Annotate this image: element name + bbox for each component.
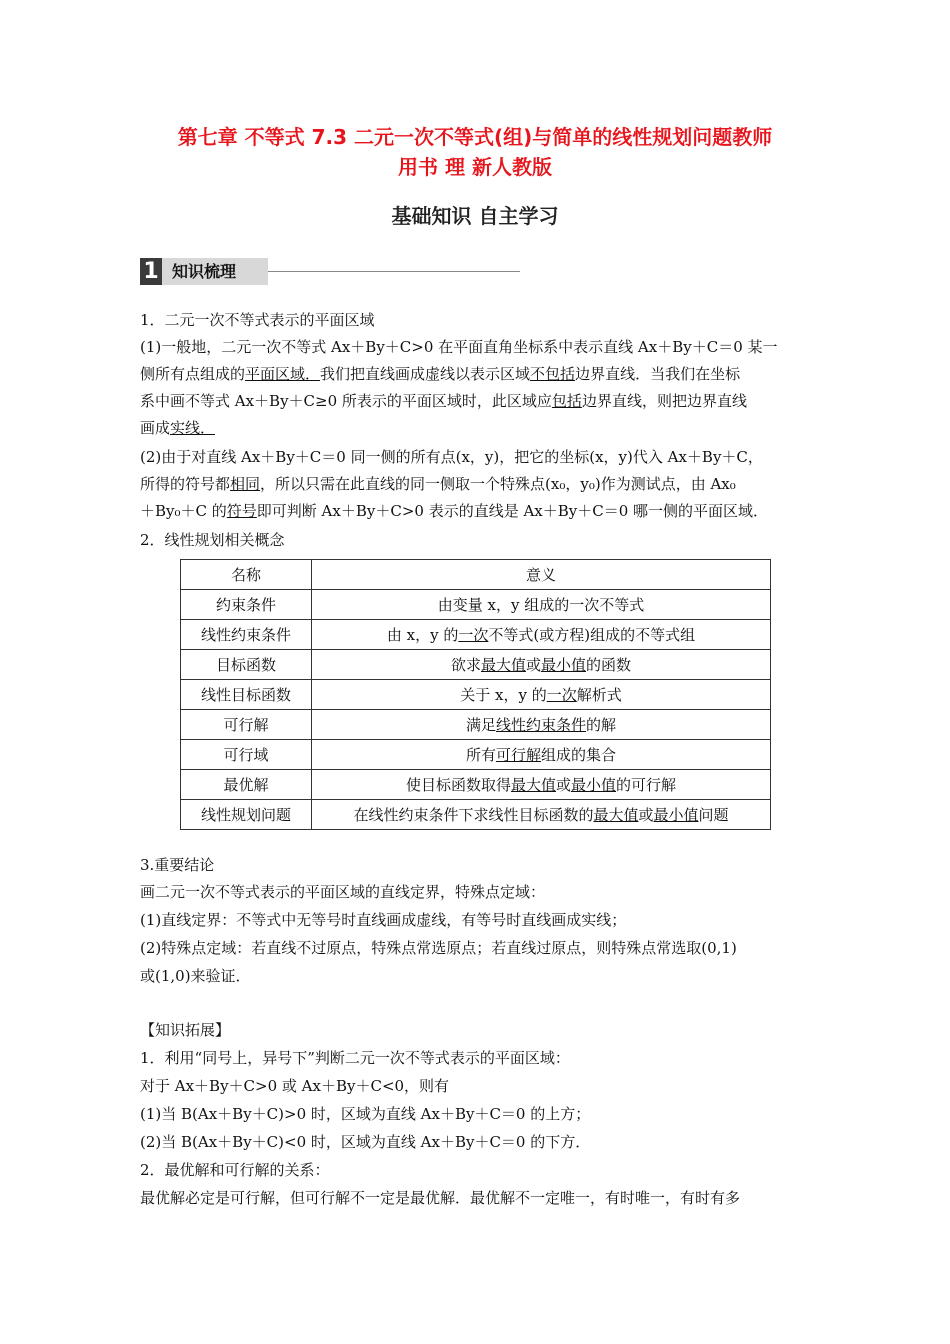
table-cell-name: 线性目标函数 bbox=[181, 680, 312, 710]
text-span: 画成 bbox=[140, 419, 171, 437]
table-cell-name: 线性约束条件 bbox=[181, 620, 312, 650]
part1-p1-line4 bbox=[140, 418, 820, 438]
text-span: 由 x，y 的 bbox=[386, 626, 459, 644]
part1-p1-line3 bbox=[140, 391, 820, 411]
document-title-line1: 第七章 不等式 7.3 二元一次不等式(组)与简单的线性规划问题教师 bbox=[177, 125, 773, 149]
table-row bbox=[181, 710, 771, 740]
part1-p2-line3 bbox=[140, 501, 820, 521]
text-span: 的解 bbox=[586, 716, 617, 734]
table-header-name: 名称 bbox=[181, 560, 312, 590]
table-row bbox=[181, 740, 771, 770]
underlined-answer: 线性约束条件 bbox=[495, 716, 586, 734]
text-span: 侧所有点组成的 bbox=[140, 365, 246, 383]
part1-p1-line2 bbox=[140, 364, 820, 384]
part3-line: (1)直线定界：不等式中无等号时直线画成虚线，有等号时直线画成实线； bbox=[140, 911, 627, 929]
table-cell-meaning bbox=[312, 740, 771, 770]
extension-heading: 【知识拓展】 bbox=[140, 1021, 231, 1039]
table-row bbox=[181, 770, 771, 800]
text-span: ，所以只需在此直线的同一侧取一个特殊点(x₀，y₀)作为测试点，由 Ax₀ bbox=[260, 475, 736, 493]
table-header-row bbox=[181, 560, 771, 590]
underlined-answer: 实线． bbox=[170, 419, 216, 437]
table-cell-meaning bbox=[312, 620, 771, 650]
underlined-answer: 不包括 bbox=[530, 365, 576, 383]
text-span: 不等式(或方程)组成的不等式组 bbox=[488, 626, 696, 644]
text-span: 关于 x，y 的 bbox=[460, 686, 547, 704]
table-cell-meaning bbox=[312, 710, 771, 740]
section-subtitle: 基础知识 自主学习 bbox=[391, 204, 559, 228]
extension-line: 最优解必定是可行解，但可行解不一定是最优解．最优解不一定唯一，有时唯一，有时有多 bbox=[140, 1189, 741, 1207]
underlined-answer: 包括 bbox=[551, 392, 582, 410]
section-rule bbox=[268, 271, 520, 272]
table-cell-meaning bbox=[312, 650, 771, 680]
part1-heading: 1．二元一次不等式表示的平面区域 bbox=[140, 311, 375, 329]
text-span: 或 bbox=[525, 656, 541, 674]
table-cell-meaning bbox=[312, 590, 771, 620]
underlined-answer: 可行解 bbox=[495, 746, 541, 764]
text-span: 或 bbox=[555, 776, 571, 794]
document-title-line2: 用书 理 新人教版 bbox=[398, 155, 552, 179]
underlined-answer: 符号 bbox=[226, 502, 257, 520]
section-label: 知识梳理 bbox=[172, 262, 237, 281]
text-span: 所得的符号都 bbox=[140, 475, 231, 493]
section-header bbox=[140, 258, 520, 285]
extension-line: (2)当 B(Ax＋By＋C)<0 时，区域为直线 Ax＋By＋C＝0 的下方． bbox=[140, 1133, 591, 1151]
underlined-answer: 最小值 bbox=[571, 776, 617, 794]
table-row bbox=[181, 800, 771, 830]
text-span: 由变量 x，y 组成的一次不等式 bbox=[437, 596, 645, 614]
extension-line: (1)当 B(Ax＋By＋C)>0 时，区域为直线 Ax＋By＋C＝0 的上方； bbox=[140, 1105, 591, 1123]
table-cell-meaning bbox=[312, 770, 771, 800]
extension-line: 对于 Ax＋By＋C>0 或 Ax＋By＋C<0，则有 bbox=[140, 1077, 450, 1095]
text-span: 所有 bbox=[465, 746, 496, 764]
part2-heading: 2．线性规划相关概念 bbox=[140, 531, 285, 549]
table-cell-name: 线性规划问题 bbox=[181, 800, 312, 830]
part1-p1-line1: (1)一般地，二元一次不等式 Ax＋By＋C>0 在平面直角坐标系中表示直线 Ax＋By＋C＝0 某一 bbox=[140, 338, 778, 356]
underlined-answer: 一次 bbox=[546, 686, 577, 704]
text-span: 在线性约束条件下求线性目标函数的 bbox=[353, 806, 594, 824]
text-span: 欲求 bbox=[450, 656, 481, 674]
text-span: 系中画不等式 Ax＋By＋C≥0 所表示的平面区域时，此区域应 bbox=[140, 392, 552, 410]
text-span: 边界直线，则把边界直线 bbox=[581, 392, 747, 410]
underlined-answer: 相同 bbox=[230, 475, 261, 493]
table-cell-name: 约束条件 bbox=[181, 590, 312, 620]
table-row bbox=[181, 590, 771, 620]
table-cell-name: 可行域 bbox=[181, 740, 312, 770]
underlined-answer: 最小值 bbox=[541, 656, 587, 674]
underlined-answer: 最大值 bbox=[510, 776, 556, 794]
table-row bbox=[181, 620, 771, 650]
concepts-table bbox=[180, 559, 771, 830]
text-span: ＋By₀＋C 的 bbox=[140, 502, 227, 520]
part1-p2-line1: (2)由于对直线 Ax＋By＋C＝0 同一侧的所有点(x，y)，把它的坐标(x，y)代入 Ax＋By＋C， bbox=[140, 448, 763, 466]
table-header-meaning: 意义 bbox=[312, 560, 771, 590]
part3-line: 或(1,0)来验证． bbox=[140, 967, 251, 985]
underlined-answer: 最大值 bbox=[480, 656, 526, 674]
text-span: 解析式 bbox=[576, 686, 622, 704]
table-cell-name: 目标函数 bbox=[181, 650, 312, 680]
text-span: 组成的集合 bbox=[541, 746, 617, 764]
table-cell-meaning bbox=[312, 800, 771, 830]
table-row bbox=[181, 680, 771, 710]
text-span: 使目标函数取得 bbox=[405, 776, 511, 794]
table-cell-name: 最优解 bbox=[181, 770, 312, 800]
part3-heading: 3.重要结论 bbox=[140, 856, 215, 874]
table-row bbox=[181, 650, 771, 680]
table-cell-name: 可行解 bbox=[181, 710, 312, 740]
extension-line: 2．最优解和可行解的关系： bbox=[140, 1161, 330, 1179]
part3-line: (2)特殊点定域：若直线不过原点，特殊点常选原点；若直线过原点，则特殊点常选取(0,1) bbox=[140, 939, 737, 957]
text-span: 即可判断 Ax＋By＋C>0 表示的直线是 Ax＋By＋C＝0 哪一侧的平面区域． bbox=[256, 502, 769, 520]
underlined-answer: 一次 bbox=[458, 626, 489, 644]
text-span: 或 bbox=[638, 806, 654, 824]
text-span: 的函数 bbox=[586, 656, 632, 674]
text-span: 边界直线．当我们在坐标 bbox=[575, 365, 741, 383]
part1-p2-line2 bbox=[140, 474, 820, 494]
text-span: 我们把直线画成虚线以表示区域 bbox=[320, 365, 531, 383]
text-span: 满足 bbox=[465, 716, 496, 734]
underlined-answer: 最小值 bbox=[653, 806, 699, 824]
section-number: 1 bbox=[140, 258, 162, 285]
underlined-answer: 最大值 bbox=[593, 806, 639, 824]
text-span: 的可行解 bbox=[616, 776, 677, 794]
part3-line: 画二元一次不等式表示的平面区域的直线定界，特殊点定域： bbox=[140, 883, 546, 901]
underlined-answer: 平面区域． bbox=[245, 365, 321, 383]
table-cell-meaning bbox=[312, 680, 771, 710]
text-span: 问题 bbox=[698, 806, 729, 824]
extension-line: 1．利用“同号上，异号下”判断二元一次不等式表示的平面区域： bbox=[140, 1049, 570, 1067]
